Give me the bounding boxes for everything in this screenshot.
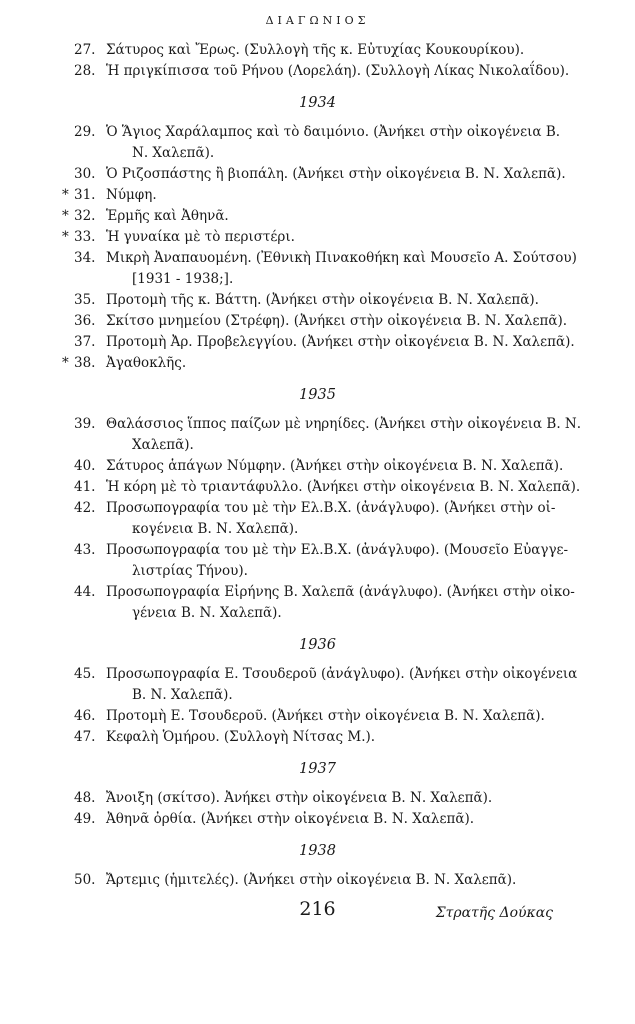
entry-continuation: Χαλεπᾶ). [132,437,194,453]
catalogue-entry [0,61,635,82]
catalogue-entry [0,185,635,206]
entry-text: Προσωπογραφία του μὲ τὴν Ελ.Β.Χ. (ἀνάγλυφο). (Μουσεῖο Εὐαγγε- [106,542,569,558]
entry-number: 48. [74,790,96,806]
catalogue-entry [0,498,635,540]
entry-text: Ἑρμῆς καὶ Ἀθηνᾶ. [106,208,229,224]
entry-continuation: Β. Ν. Χαλεπᾶ). [132,687,233,703]
catalogue-entry [0,122,635,164]
entry-text: Προσωπογραφία Ε. Τσουδεροῦ (ἀνάγλυφο). (Ἀνήκει στὴν οἰκογένεια [106,666,578,682]
entry-number: 36. [74,313,96,329]
entry-text: Ἡ κόρη μὲ τὸ τριαντάφυλλο. (Ἀνήκει στὴν οἰκογένεια Β. Ν. Χαλεπᾶ). [106,479,581,495]
asterisk-marker: * [62,208,69,224]
entry-text: Ἡ πριγκίπισσα τοῦ Ρήνου (Λορελάη). (Συλλογὴ Λίκας Νικολαΐδου). [106,63,570,79]
entry-continuation: [1931 - 1938;]. [132,271,234,287]
catalogue-entry [0,477,635,498]
catalogue-entry [0,582,635,624]
catalogue-entry [0,809,635,830]
catalogue-entry [0,540,635,582]
catalogue-entry [0,727,635,748]
catalogue-entry [0,311,635,332]
entry-number: 29. [74,124,96,140]
entry-number: 34. [74,250,96,266]
entry-text: Προτομὴ τῆς κ. Βάττη. (Ἀνήκει στὴν οἰκογένεια Β. Ν. Χαλεπᾶ). [106,292,539,308]
entry-text: Ὁ Ἅγιος Χαράλαμπος καὶ τὸ δαιμόνιο. (Ἀνήκει στὴν οἰκογένεια Β. [106,124,561,140]
entry-text: Θαλάσσιος ἵππος παίζων μὲ νηρηίδες. (Ἀνήκει στὴν οἰκογένεια Β. Ν. [106,416,582,432]
entry-number: 39. [74,416,96,432]
entry-number: 42. [74,500,96,516]
catalogue-entry [0,456,635,477]
catalogue-entry [0,164,635,185]
catalogue-entry [0,332,635,353]
entry-text: Σάτυρος ἁπάγων Νύμφην. (Ἀνήκει στὴν οἰκογένεια Β. Ν. Χαλεπᾶ). [106,458,564,474]
asterisk-marker: * [62,187,69,203]
entry-number: 32. [74,208,96,224]
year-heading: 1936 [299,637,336,653]
entry-number: 27. [74,42,96,58]
entry-text: Ἡ γυναίκα μὲ τὸ περιστέρι. [106,229,295,245]
entry-text: Ἄνοιξη (σκίτσο). Ἀνήκει στὴν οἰκογένεια Β. Ν. Χαλεπᾶ). [106,790,493,806]
year-heading: 1935 [299,387,336,403]
entry-number: 44. [74,584,96,600]
entry-text: Ὁ Ριζοσπάστης ἢ βιοπάλη. (Ἀνήκει στὴν οἰκογένεια Β. Ν. Χαλεπᾶ). [106,166,566,182]
entry-text: Ἄρτεμις (ἡμιτελές). (Ἀνήκει στὴν οἰκογένεια Β. Ν. Χαλεπᾶ). [106,872,517,888]
entry-continuation: Ν. Χαλεπᾶ). [132,145,215,161]
year-heading: 1938 [299,843,336,859]
entry-text: Προσωπογραφία του μὲ τὴν Ελ.Β.Χ. (ἀνάγλυφο). (Ἀνήκει στὴν οἰ- [106,500,556,516]
entry-number: 47. [74,729,96,745]
entry-number: 49. [74,811,96,827]
entry-text: Νύμφη. [106,187,157,203]
year-heading: 1934 [299,95,336,111]
entry-text: Μικρὴ Ἀναπαυομένη. (Ἐθνικὴ Πινακοθήκη καὶ Μουσεῖο Α. Σούτσου) [106,250,577,266]
entry-continuation: λιστρίας Τήνου). [132,563,248,579]
catalogue-entry [0,290,635,311]
entry-number: 33. [74,229,96,245]
year-heading: 1937 [299,761,336,777]
entry-number: 35. [74,292,96,308]
entry-number: 30. [74,166,96,182]
entry-text: Σάτυρος καὶ Ἔρως. (Συλλογὴ τῆς κ. Εὐτυχίας Κουκουρίκου). [106,42,525,58]
entry-continuation: γένεια Β. Ν. Χαλεπᾶ). [132,605,282,621]
catalogue-entry [0,206,635,227]
catalogue-entry [0,788,635,809]
catalogue-entries [0,40,635,921]
catalogue-entry [0,706,635,727]
entry-text: Προσωπογραφία Εἰρήνης Β. Χαλεπᾶ (ἀνάγλυφο). (Ἀνήκει στὴν οἰκο- [106,584,575,600]
entry-text: Σκίτσο μνημείου (Στρέφη). (Ἀνήκει στὴν οἰκογένεια Β. Ν. Χαλεπᾶ). [106,313,568,329]
catalogue-entry [0,227,635,248]
catalogue-entry [0,414,635,456]
catalogue-entry [0,40,635,61]
entry-number: 41. [74,479,96,495]
catalogue-entry [0,353,635,374]
entry-number: 31. [74,187,96,203]
entry-number: 38. [74,355,96,371]
entry-text: Κεφαλὴ Ὁμήρου. (Συλλογὴ Νίτσας Μ.). [106,729,376,745]
entry-text: Προτομὴ Ἀρ. Προβελεγγίου. (Ἀνήκει στὴν οἰκογένεια Β. Ν. Χαλεπᾶ). [106,334,575,350]
asterisk-marker: * [62,355,69,371]
asterisk-marker: * [62,229,69,245]
page-number: 216 [299,898,336,920]
catalogue-entry [0,664,635,706]
entry-number: 43. [74,542,96,558]
author-signature: Στρατῆς Δούκας [435,905,553,921]
catalogue-entry [0,248,635,290]
entry-number: 37. [74,334,96,350]
entry-number: 50. [74,872,96,888]
entry-text: Προτομὴ Ε. Τσουδεροῦ. (Ἀνήκει στὴν οἰκογένεια Β. Ν. Χαλεπᾶ). [106,708,545,724]
entry-number: 28. [74,63,96,79]
entry-text: Ἀγαθοκλῆς. [106,355,187,371]
entry-continuation: κογένεια Β. Ν. Χαλεπᾶ). [132,521,299,537]
entry-number: 46. [74,708,96,724]
catalogue-entry [0,870,635,891]
entry-text: Ἀθηνᾶ ὀρθία. (Ἀνήκει στὴν οἰκογένεια Β. Ν. Χαλεπᾶ). [106,811,475,827]
entry-number: 40. [74,458,96,474]
entry-number: 45. [74,666,96,682]
running-header: ΔΙΑΓΩΝΙΟΣ [265,14,370,27]
